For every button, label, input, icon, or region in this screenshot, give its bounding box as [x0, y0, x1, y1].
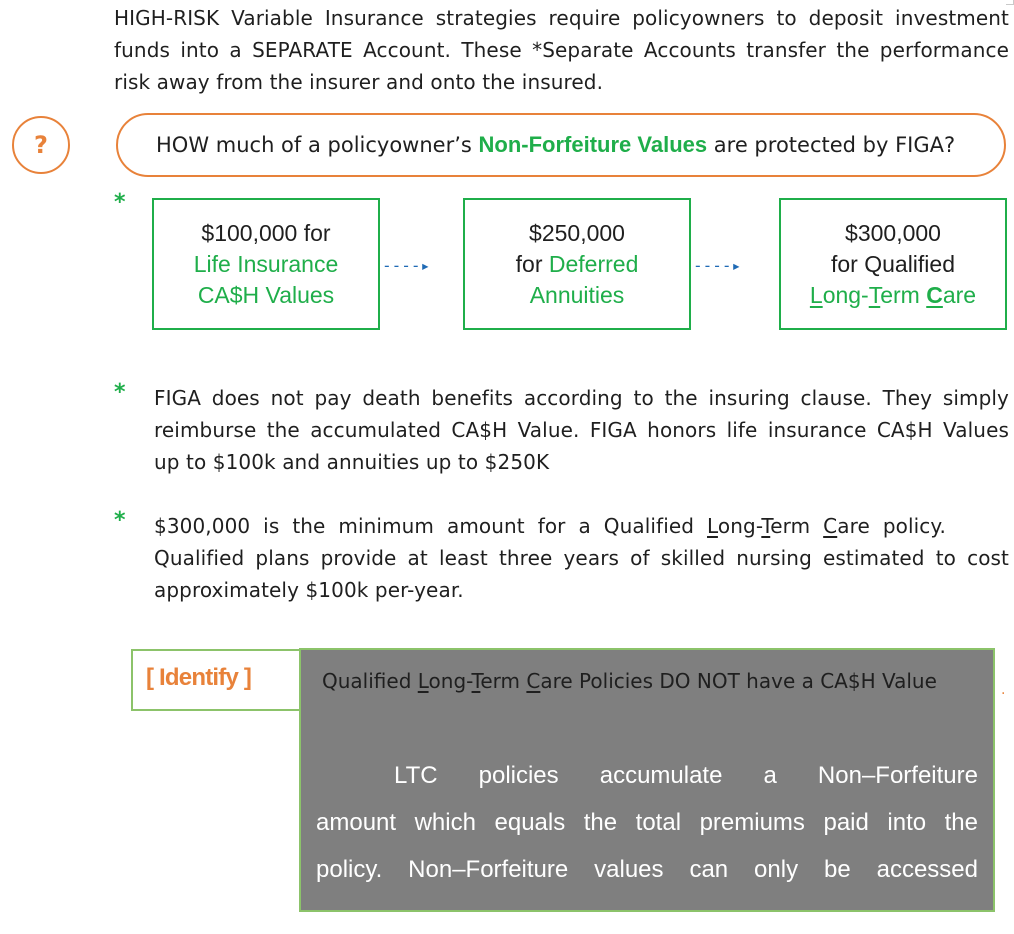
bullet2-letter-c: C — [823, 514, 838, 538]
limit-box-ltc — [779, 198, 1007, 330]
bullet-star-icon: * — [114, 190, 126, 215]
limit-life-type: Life Insurance — [193, 250, 339, 277]
identify-para-line-1: LTC policies accumulate a Non–Forfeiture — [394, 762, 978, 789]
intro-line-1: HIGH-RISK Variable Insurance strategies require policyowners to deposit investment — [114, 6, 1009, 30]
limit-ltc-detail — [810, 280, 976, 311]
limit-box-annuities — [463, 198, 691, 330]
headline-letter-l: L — [417, 669, 429, 693]
bullet2-line-3: approximately $100k per-year. — [154, 578, 464, 602]
headline-text-4: are Policies DO NOT have a CA$H Value — [540, 669, 937, 693]
bullet2-text-4: are policy. — [837, 514, 946, 538]
headline-letter-t: T — [471, 669, 481, 693]
ltc-letter-t: T — [868, 281, 881, 308]
limit-life-detail: CA$H Values — [197, 281, 335, 308]
limit-box-life — [152, 198, 380, 330]
bullet-figa-paragraph — [154, 382, 1009, 478]
limit-ltc-amount: $300,000 — [845, 219, 941, 246]
identify-para-line-2: amount which equals the total premiums paid into the — [316, 809, 978, 836]
bullet1-line-2: reimburse the accumulated CA$H Value. FIGA honors life insurance CA$H Values — [154, 418, 1009, 442]
intro-line-3: risk away from the insurer and onto the insured. — [114, 70, 604, 94]
limit-annuities-prefix: for — [515, 250, 549, 277]
headline-letter-c: C — [526, 669, 541, 693]
identify-para-line-3: policy. Non–Forfeiture values can only be accessed — [316, 856, 978, 883]
bullet2-letter-l: L — [707, 514, 718, 538]
arrow-right-icon: ----▸ — [382, 256, 431, 275]
bullet2-line-2: Qualified plans provide at least three years of skilled nursing estimated to cost — [154, 546, 1009, 570]
question-icon — [12, 116, 70, 174]
bullet-star-icon: * — [114, 380, 126, 405]
bullet1-line-3: up to $100k and annuities up to $250K — [154, 450, 550, 474]
headline-text-3: erm — [480, 669, 527, 693]
limit-life-amount: $100,000 for — [201, 219, 331, 246]
ltc-letter-l: L — [809, 281, 823, 308]
bullet2-text-3: erm — [770, 514, 824, 538]
question-highlight: Non-Forfeiture Values — [478, 132, 708, 157]
headline-text-1: Qualified — [322, 669, 418, 693]
headline-text-2: ong- — [428, 669, 472, 693]
question-text-before: HOW much of a policyowner’s — [156, 133, 479, 157]
trailing-mark: . — [1001, 682, 1006, 698]
identify-headline — [322, 669, 937, 693]
intro-paragraph — [114, 2, 1009, 98]
bullet-ltc-paragraph — [154, 510, 1009, 606]
bullet2-letter-t: T — [761, 514, 771, 538]
corner-mark — [1006, 0, 1014, 5]
identify-paragraph — [316, 752, 978, 893]
limit-annuities-type — [516, 249, 639, 280]
bullet2-text-2: ong- — [717, 514, 762, 538]
identify-label: [ Identify ] — [146, 664, 252, 691]
bullet2-text-1: $300,000 is the minimum amount for a Qualified — [154, 514, 708, 538]
bullet-star-icon: * — [114, 508, 126, 533]
question-mark-glyph: ? — [34, 131, 48, 159]
ltc-letter-c: C — [926, 281, 943, 308]
limit-annuities-detail: Annuities — [529, 281, 625, 308]
question-text-after: are protected by FIGA? — [707, 133, 956, 157]
limit-annuities-green: Deferred — [548, 250, 639, 277]
ltc-text-1: ong- — [822, 281, 869, 308]
question-pill — [116, 113, 1006, 177]
arrow-right-icon: ----▸ — [693, 256, 742, 275]
ltc-text-2: erm — [880, 281, 927, 308]
limit-annuities-amount: $250,000 — [529, 219, 625, 246]
intro-line-2: funds into a SEPARATE Account. These *Separate Accounts transfer the performance — [114, 38, 1009, 62]
bullet2-line-1 — [154, 510, 1009, 542]
bullet1-line-1: FIGA does not pay death benefits according to the insuring clause. They simply — [154, 386, 1009, 410]
ltc-text-3: are — [942, 281, 977, 308]
limit-ltc-type: for Qualified — [830, 250, 955, 277]
